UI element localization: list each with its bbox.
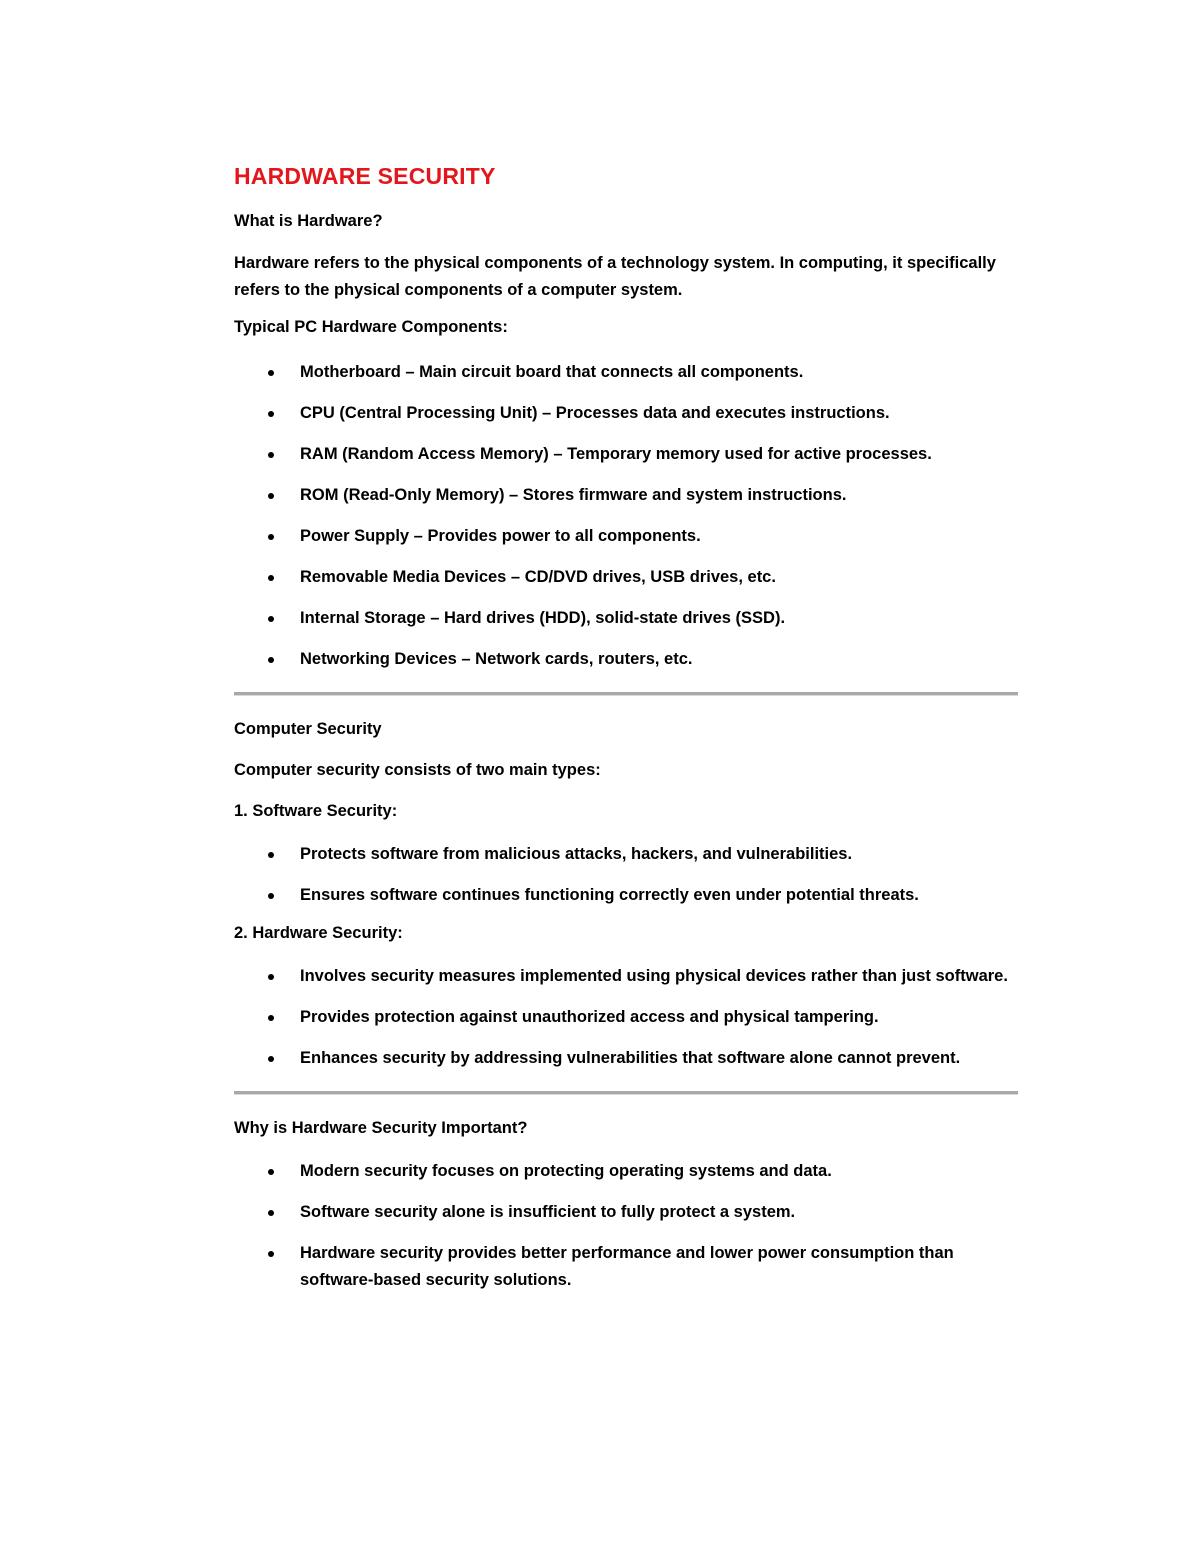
hardware-security-list bbox=[234, 963, 1018, 1072]
software-security-heading: 1. Software Security: bbox=[234, 802, 398, 820]
bullet-icon bbox=[268, 852, 274, 858]
list-item: Ensures software continues functioning correctly even under potential threats. bbox=[234, 882, 1018, 909]
bullet-icon bbox=[268, 1169, 274, 1175]
list-item: Internal Storage – Hard drives (HDD), solid-state drives (SSD). bbox=[234, 605, 1018, 632]
horizontal-divider bbox=[234, 692, 1018, 696]
bullet-icon bbox=[268, 1210, 274, 1216]
list-item: Involves security measures implemented using physical devices rather than just software. bbox=[234, 963, 1018, 990]
bullet-icon bbox=[268, 893, 274, 899]
bullet-icon bbox=[268, 616, 274, 622]
bullet-icon bbox=[268, 1015, 274, 1021]
list-item: Hardware security provides better performance and lower power consumption than software-based security solutions. bbox=[234, 1240, 1018, 1294]
components-list-heading: Typical PC Hardware Components: bbox=[234, 318, 508, 336]
list-item: Enhances security by addressing vulnerabilities that software alone cannot prevent. bbox=[234, 1045, 1018, 1072]
bullet-icon bbox=[268, 1056, 274, 1062]
bullet-icon bbox=[268, 974, 274, 980]
importance-list bbox=[234, 1158, 1018, 1294]
hardware-security-heading: 2. Hardware Security: bbox=[234, 924, 403, 942]
computer-security-intro: Computer security consists of two main types: bbox=[234, 761, 601, 779]
section-heading-why-important: Why is Hardware Security Important? bbox=[234, 1119, 528, 1137]
bullet-icon bbox=[268, 657, 274, 663]
list-item: CPU (Central Processing Unit) – Processes data and executes instructions. bbox=[234, 400, 1018, 427]
section-heading-computer-security: Computer Security bbox=[234, 720, 382, 738]
bullet-icon bbox=[268, 534, 274, 540]
bullet-icon bbox=[268, 411, 274, 417]
document-title: HARDWARE SECURITY bbox=[234, 163, 496, 189]
list-item: Power Supply – Provides power to all components. bbox=[234, 523, 1018, 550]
list-item: Software security alone is insufficient to fully protect a system. bbox=[234, 1199, 1018, 1226]
bullet-icon bbox=[268, 370, 274, 376]
list-item: Networking Devices – Network cards, routers, etc. bbox=[234, 646, 1018, 673]
list-item: Motherboard – Main circuit board that connects all components. bbox=[234, 359, 1018, 386]
bullet-icon bbox=[268, 575, 274, 581]
bullet-icon bbox=[268, 1251, 274, 1257]
software-security-list bbox=[234, 841, 1018, 909]
document-page bbox=[234, 160, 1018, 1308]
list-item: Protects software from malicious attacks, hackers, and vulnerabilities. bbox=[234, 841, 1018, 868]
list-item: Modern security focuses on protecting operating systems and data. bbox=[234, 1158, 1018, 1185]
bullet-icon bbox=[268, 493, 274, 499]
section-heading-what-is-hardware: What is Hardware? bbox=[234, 212, 383, 230]
list-item: ROM (Read-Only Memory) – Stores firmware and system instructions. bbox=[234, 482, 1018, 509]
list-item: Removable Media Devices – CD/DVD drives, USB drives, etc. bbox=[234, 564, 1018, 591]
components-list bbox=[234, 359, 1018, 673]
hardware-definition: Hardware refers to the physical components of a technology system. In computing, it specifically refers to the physical components of a computer system. bbox=[234, 254, 996, 299]
horizontal-divider bbox=[234, 1091, 1018, 1095]
list-item: Provides protection against unauthorized access and physical tampering. bbox=[234, 1004, 1018, 1031]
list-item: RAM (Random Access Memory) – Temporary memory used for active processes. bbox=[234, 441, 1018, 468]
bullet-icon bbox=[268, 452, 274, 458]
